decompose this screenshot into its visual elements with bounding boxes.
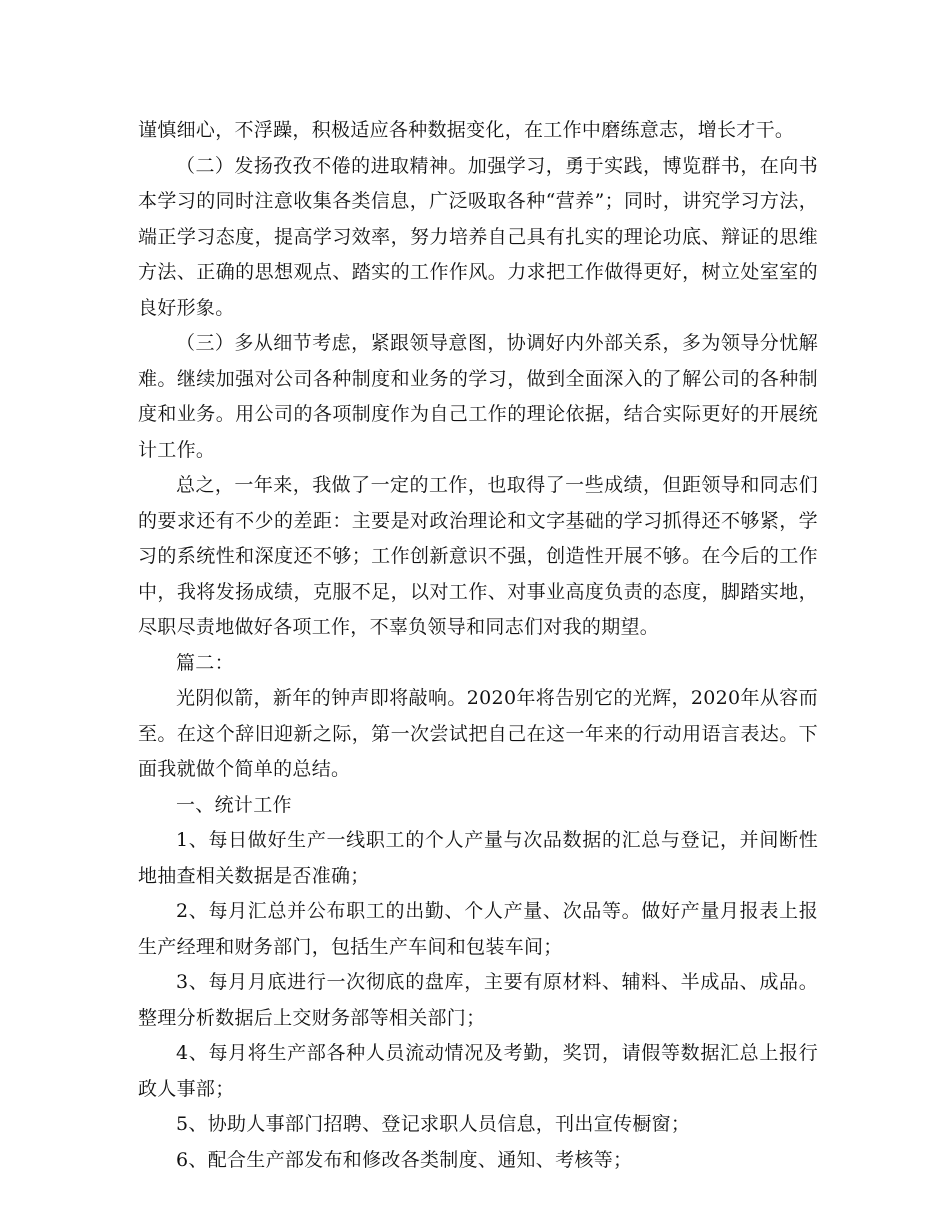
paragraph: 谨慎细心，不浮躁，积极适应各种数据变化，在工作中磨练意志，增长才干。 <box>138 119 795 141</box>
paragraph: （三）多从细节考虑，紧跟领导意图，协调好内外部关系，多为领导分忧解难。继续加强对公司各种制度和业务的学习，做到全面深入的了解公司的各种制度和业务。用公司的各项制度作为自己工作的理论依据，结合实际更好的开展统计工作。 <box>138 332 818 461</box>
paragraph: 总之，一年来，我做了一定的工作，也取得了一些成绩，但距领导和同志们的要求还有不少的差距：主要是对政治理论和文字基础的学习抓得还不够紧，学习的系统性和深度还不够；工作创新意识不强，创造性开展不够。在今后的工作中，我将发扬成绩，克服不足，以对工作、对事业高度负责的态度，脚踏实地，尽职尽责地做好各项工作，不辜负领导和同志们对我的期望。 <box>138 474 818 638</box>
list-item: 4、每月将生产部各种人员流动情况及考勤，奖罚，请假等数据汇总上报行政人事部； <box>138 1042 818 1100</box>
document-body <box>138 113 818 1178</box>
subsection-heading: 一、统计工作 <box>176 793 292 816</box>
list-item: 2、每月汇总并公布职工的出勤、个人产量、次品等。做好产量月报表上报生产经理和财务部门，包括生产车间和包装车间； <box>138 900 818 958</box>
list-item: 1、每日做好生产一线职工的个人产量与次品数据的汇总与登记，并间断性地抽查相关数据是否准确； <box>138 829 818 887</box>
paragraph: 光阴似箭，新年的钟声即将敲响。2020年将告别它的光辉，2020年从容而至。在这个辞旧迎新之际，第一次尝试把自己在这一年来的行动用语言表达。下面我就做个简单的总结。 <box>138 687 818 780</box>
section-heading: 篇二： <box>176 651 234 674</box>
list-item: 6、配合生产部发布和修改各类制度、通知、考核等； <box>176 1148 633 1171</box>
list-item: 5、协助人事部门招聘、登记求职人员信息，刊出宣传橱窗； <box>176 1113 691 1135</box>
list-item: 3、每月月底进行一次彻底的盘库，主要有原材料、辅料、半成品、成品。整理分析数据后上交财务部等相关部门； <box>138 971 818 1029</box>
paragraph: （二）发扬孜孜不倦的进取精神。加强学习，勇于实践，博览群书，在向书本学习的同时注意收集各类信息，广泛吸取各种“营养”；同时，讲究学习方法，端正学习态度，提高学习效率，努力培养自己具有扎实的理论功底、辩证的思维方法、正确的思想观点、踏实的工作作风。力求把工作做得更好，树立处室室的良好形象。 <box>138 154 818 319</box>
